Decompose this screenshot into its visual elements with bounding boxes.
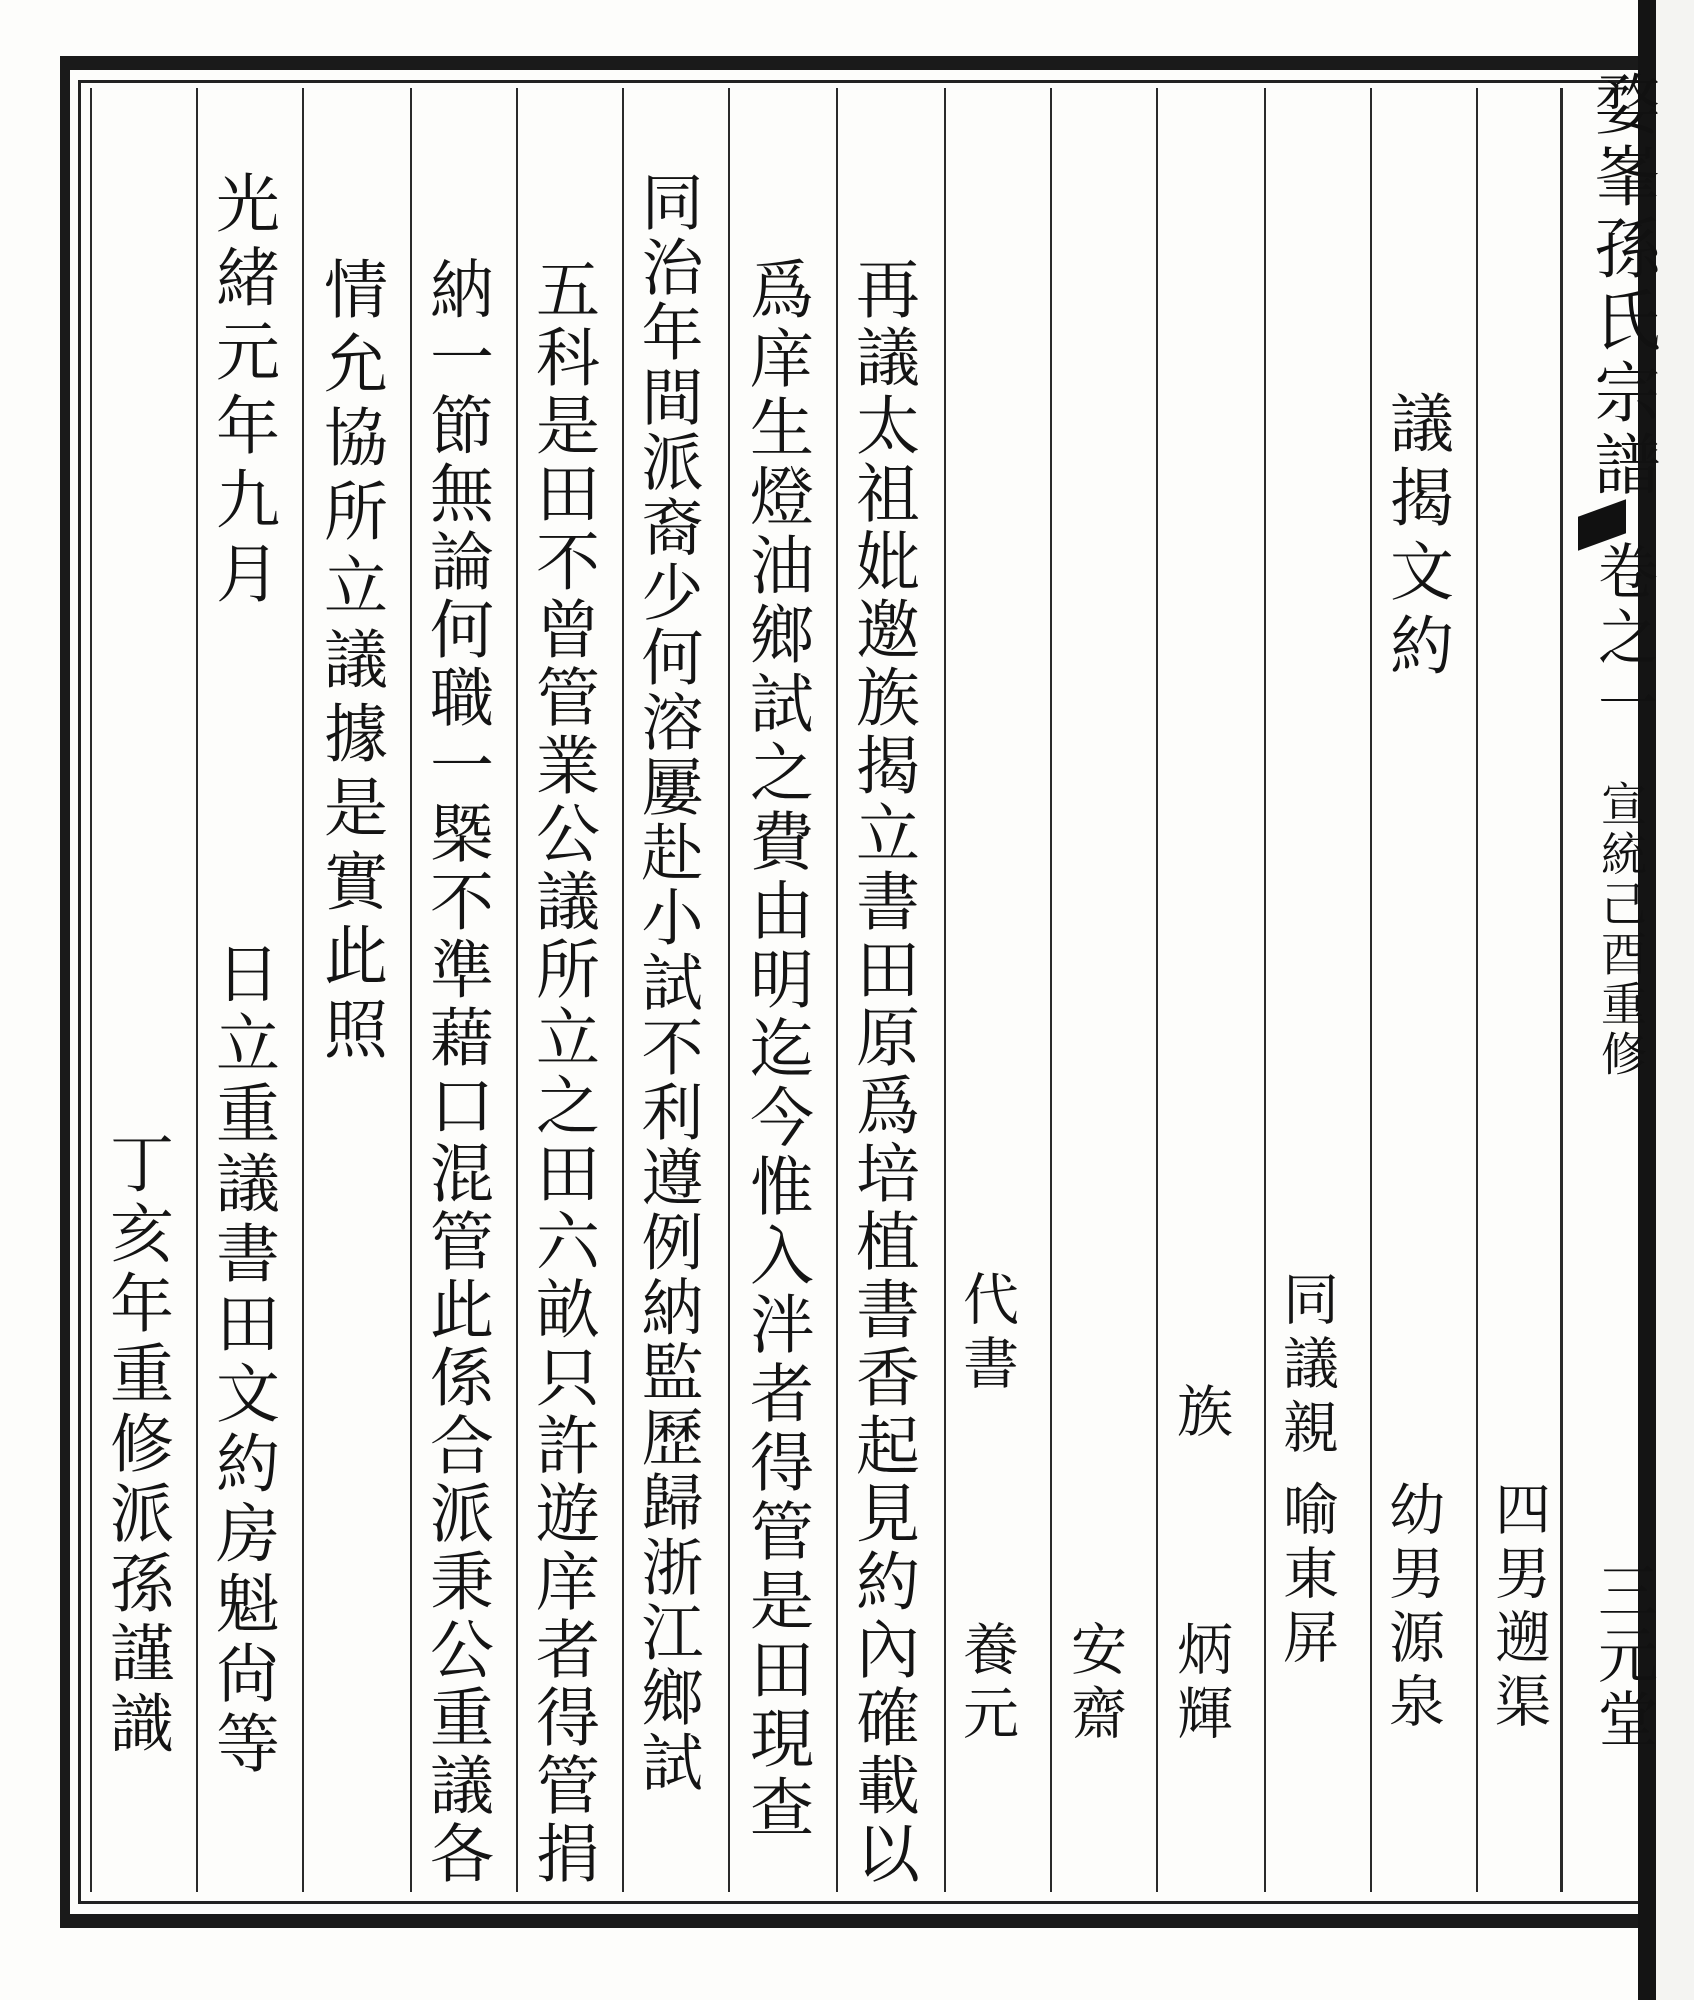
volume-label: 卷之一: [1588, 540, 1658, 738]
column-rule: [944, 88, 946, 1892]
column-rule: [728, 88, 730, 1892]
hall-name: 三元堂: [1588, 1560, 1658, 1752]
column-rule: [90, 88, 92, 1892]
text-column: 同治年間派裔少何溶屢赴小試不利遵例納監歷歸浙江鄉試: [631, 170, 704, 1795]
text-column: 納一節無論何職一槩不準藉口混管此係合派秉公重議各: [419, 256, 493, 1888]
genealogy-title: 婺峯孫氏宗譜: [1583, 70, 1660, 502]
column-rule: [1156, 88, 1158, 1892]
column-rule: [1050, 88, 1052, 1892]
column-rule: [516, 88, 518, 1892]
column-rule: [410, 88, 412, 1892]
text-column: 炳輝: [1168, 1620, 1233, 1748]
column-rule: [1264, 88, 1266, 1892]
column-rule: [302, 88, 304, 1892]
text-column: 情允協所立議據是實此照: [313, 256, 387, 1070]
text-column: 日立重議書田文約房魁尙等: [205, 940, 279, 1780]
text-column: 養元: [954, 1620, 1019, 1748]
column-rule: [836, 88, 838, 1892]
column-rule: [1370, 88, 1372, 1892]
text-column: 幼男源泉: [1380, 1480, 1445, 1736]
note-column: 丁亥年重修派孫謹識: [99, 1130, 173, 1760]
edition-label: 宣統己酉重修: [1594, 780, 1648, 1080]
margin-rule: [1560, 88, 1563, 1892]
column-rule: [622, 88, 624, 1892]
column-rule: [196, 88, 198, 1892]
text-column: 族: [1168, 1382, 1233, 1446]
column-rule: [1476, 88, 1478, 1892]
text-column: 再議太祖妣邀族揭立書田原爲培植書香起見約內確載以: [845, 256, 919, 1888]
text-column: 喻東屏: [1274, 1480, 1339, 1672]
date-column: 光緒元年九月: [205, 170, 279, 614]
text-column: 代書: [954, 1270, 1019, 1398]
document-heading: 議揭文約: [1379, 390, 1453, 686]
text-column: 安齋: [1062, 1620, 1127, 1748]
text-column: 四男遡渠: [1486, 1480, 1551, 1736]
text-column: 五科是田不曾管業公議所立之田六畝只許遊庠者得管捐: [525, 256, 599, 1888]
text-column: 同議親: [1274, 1270, 1339, 1462]
text-column: 爲庠生燈油鄉試之費由明迄今惟入泮者得管是田現查: [739, 256, 813, 1843]
